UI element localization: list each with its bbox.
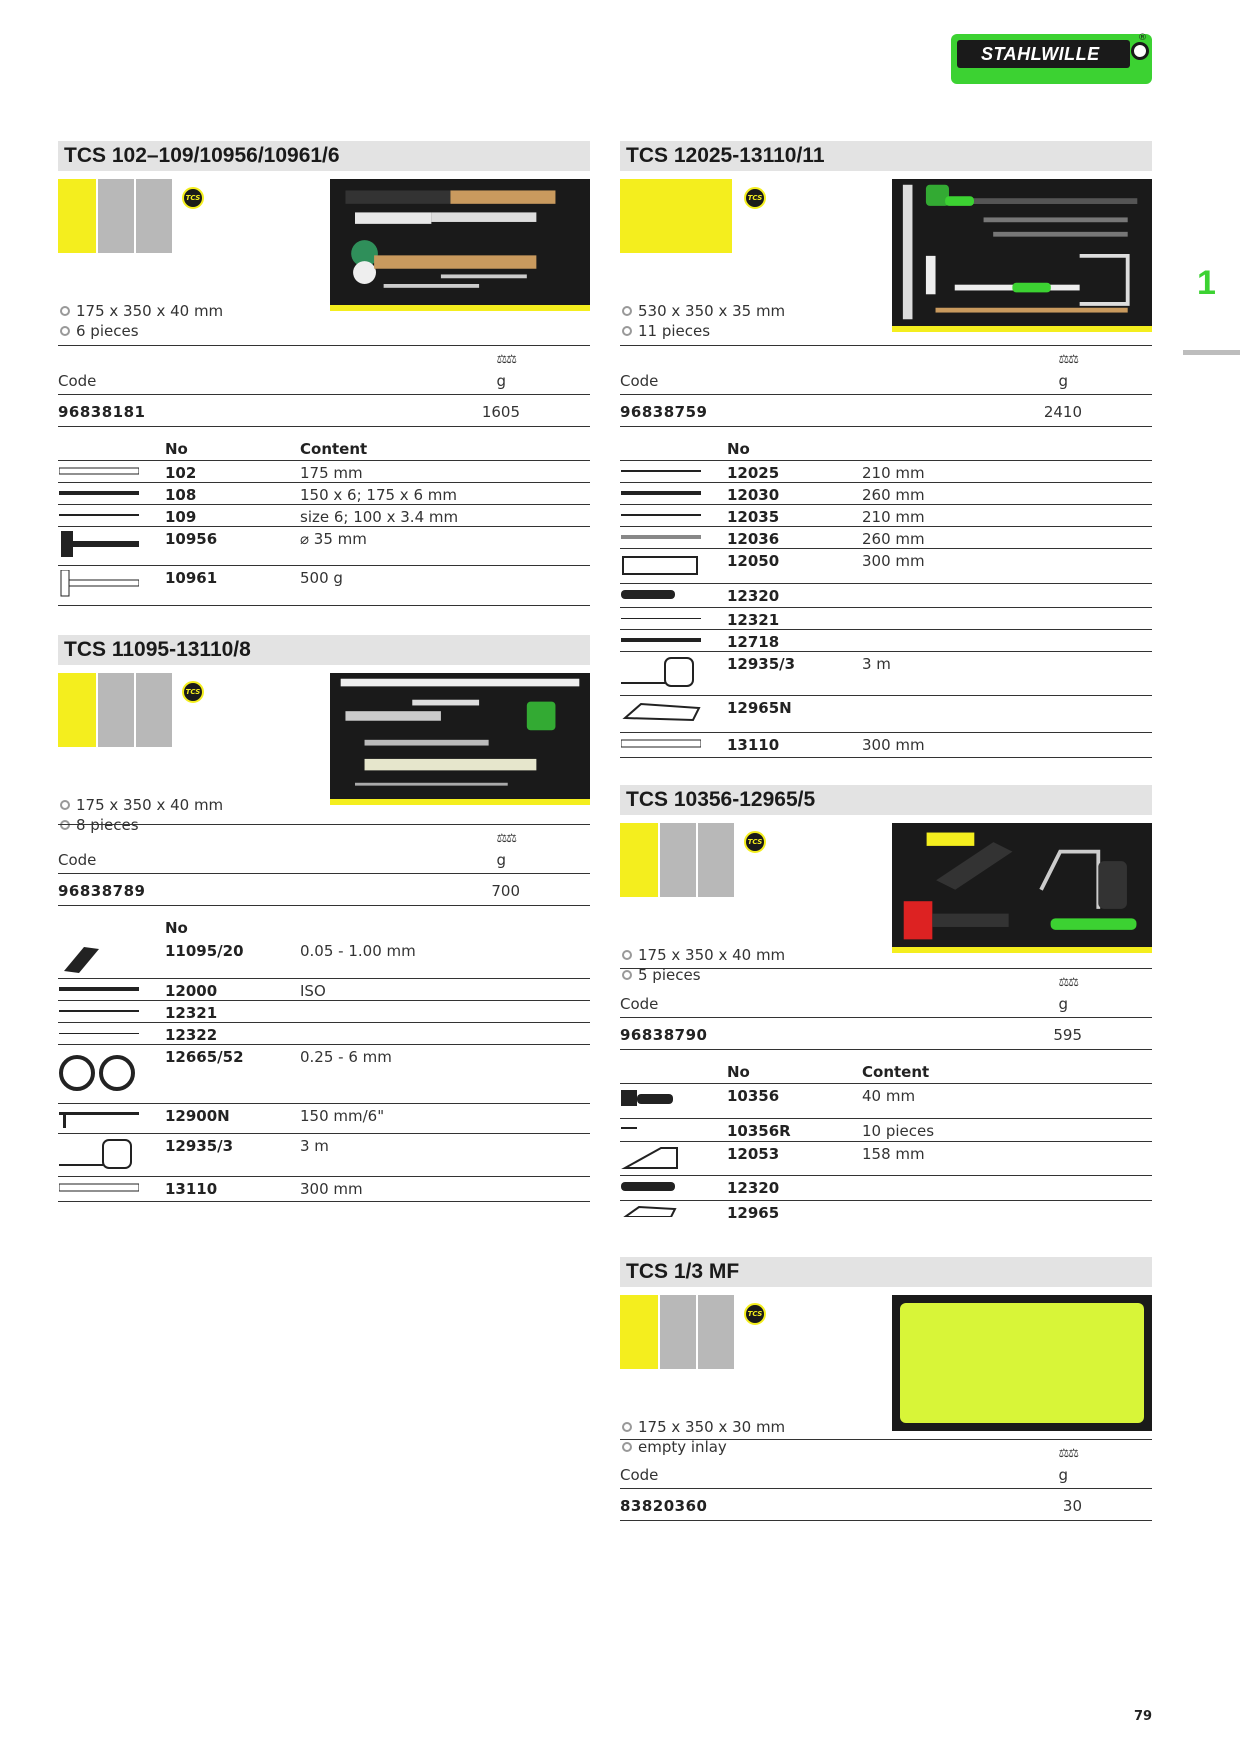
item-number: 12321 — [727, 611, 780, 629]
table-row — [58, 1023, 590, 1045]
caliper-icon — [59, 1108, 139, 1130]
item-content: 150 mm/6" — [300, 1107, 385, 1125]
order-code: 96838790 — [620, 1026, 708, 1044]
size-swatches — [620, 179, 732, 253]
spec-dimensions: 175 x 350 x 30 mm — [638, 1418, 786, 1436]
item-content: 175 mm — [300, 464, 363, 482]
item-content: 3 m — [862, 655, 891, 673]
code-table — [58, 824, 590, 906]
item-content: 40 mm — [862, 1087, 916, 1105]
product-photo — [892, 179, 1152, 332]
ruler-icon — [59, 983, 139, 995]
file-icon — [621, 487, 701, 499]
section-title: TCS 11095-13110/8 — [58, 635, 590, 665]
spec-pieces: 5 pieces — [638, 966, 701, 984]
scriber-icon — [621, 612, 701, 624]
table-row — [58, 1045, 590, 1104]
size-swatches — [620, 823, 734, 897]
file-icon — [621, 509, 701, 521]
weight-value: 595 — [1053, 1026, 1082, 1044]
junior-hacksaw-icon — [621, 1146, 701, 1170]
scriber-icon — [59, 1005, 139, 1017]
section-tcs-12025 — [620, 141, 1152, 754]
item-content: 500 g — [300, 569, 343, 587]
code-table — [620, 345, 1152, 427]
col-no: No — [165, 440, 188, 458]
section-title: TCS 1/3 MF — [620, 1257, 1152, 1287]
table-row — [620, 1142, 1152, 1176]
item-number: 12321 — [165, 1004, 218, 1022]
blade-icon — [621, 1123, 701, 1135]
item-number: 12320 — [727, 1179, 780, 1197]
spec-pieces: 11 pieces — [638, 322, 711, 340]
item-content: 260 mm — [862, 530, 925, 548]
steel-rule-icon — [59, 1181, 139, 1193]
brand-name: STAHLWILLE — [981, 44, 1100, 64]
item-number: 10356 — [727, 1087, 780, 1105]
spec-pieces: 8 pieces — [76, 816, 139, 834]
unit-label: g — [1058, 995, 1068, 1013]
order-code: 96838759 — [620, 403, 708, 421]
knife-icon — [621, 1180, 701, 1192]
code-table — [58, 345, 590, 427]
product-photo — [892, 1295, 1152, 1431]
col-content: Content — [300, 440, 368, 458]
section-tcs-11095 — [58, 635, 590, 1198]
page-number: 79 — [1134, 1709, 1153, 1724]
unit-label: g — [1058, 372, 1068, 390]
table-row — [58, 1001, 590, 1023]
table-row — [58, 483, 590, 505]
steel-rule-icon — [621, 737, 701, 749]
item-number: 13110 — [165, 1180, 218, 1198]
utility-knife-icon — [621, 1205, 701, 1217]
thread-gauge-icon — [59, 1049, 139, 1099]
tcs-badge-icon: TCS — [182, 681, 204, 703]
table-row — [620, 1084, 1152, 1119]
table-row — [58, 527, 590, 566]
item-number: 12035 — [727, 508, 780, 526]
item-content: 0.25 - 6 mm — [300, 1048, 392, 1066]
items-table — [620, 438, 1152, 758]
chisel-icon — [621, 634, 701, 646]
table-row — [58, 1134, 590, 1177]
tcs-badge-icon: TCS — [744, 831, 766, 853]
item-content: 0.05 - 1.00 mm — [300, 942, 416, 960]
item-number: 12320 — [727, 587, 780, 605]
weight-value: 700 — [491, 882, 520, 900]
unit-label: g — [496, 851, 506, 869]
item-content: 300 mm — [300, 1180, 363, 1198]
order-code: 96838181 — [58, 403, 146, 421]
item-number: 12036 — [727, 530, 780, 548]
spec-list — [60, 301, 223, 341]
weight-scale-icon: ⚖⚖ — [1058, 975, 1078, 989]
item-number: 10961 — [165, 569, 218, 587]
item-number: 109 — [165, 508, 197, 526]
table-row — [620, 696, 1152, 733]
gear-icon — [1131, 42, 1149, 60]
weight-value: 2410 — [1043, 403, 1082, 421]
table-row — [58, 979, 590, 1001]
table-row — [620, 1119, 1152, 1142]
product-photo — [892, 823, 1152, 953]
chapter-number: 1 — [1197, 264, 1216, 302]
weight-scale-icon: ⚖⚖ — [496, 352, 516, 366]
weight-scale-icon: ⚖⚖ — [1058, 352, 1078, 366]
product-photo — [330, 673, 590, 805]
weight-scale-icon: ⚖⚖ — [496, 831, 516, 845]
table-row — [620, 549, 1152, 584]
item-number: 10956 — [165, 530, 218, 548]
item-number: 12965N — [727, 699, 792, 717]
order-code: 83820360 — [620, 1497, 708, 1515]
section-title: TCS 102–109/10956/10961/6 — [58, 141, 590, 171]
item-content: ISO — [300, 982, 326, 1000]
items-table — [58, 917, 590, 1202]
code-label: Code — [58, 372, 97, 390]
table-row — [620, 1176, 1152, 1201]
item-content: 300 mm — [862, 552, 925, 570]
table-row — [58, 939, 590, 979]
scriber-icon — [59, 1027, 139, 1039]
item-number: 12965 — [727, 1204, 780, 1222]
item-number: 12000 — [165, 982, 218, 1000]
item-number: 12718 — [727, 633, 780, 651]
spec-pieces: 6 pieces — [76, 322, 139, 340]
table-row — [58, 505, 590, 527]
table-row — [620, 483, 1152, 505]
machinist-hammer-icon — [59, 570, 139, 600]
item-content: 260 mm — [862, 486, 925, 504]
item-number: 12322 — [165, 1026, 218, 1044]
order-code: 96838789 — [58, 882, 146, 900]
unit-label: g — [1058, 1466, 1068, 1484]
table-row — [58, 461, 590, 483]
table-row — [620, 608, 1152, 630]
item-number: 102 — [165, 464, 197, 482]
size-swatches — [58, 673, 172, 747]
table-row — [620, 461, 1152, 483]
size-swatches — [58, 179, 172, 253]
tape-measure-icon — [621, 656, 701, 690]
table-row — [620, 527, 1152, 549]
spec-dimensions: 175 x 350 x 40 mm — [638, 946, 786, 964]
size-swatches — [620, 1295, 734, 1369]
file-icon — [621, 465, 701, 477]
knife-icon — [621, 588, 701, 600]
item-number: 12900N — [165, 1107, 230, 1125]
pin-punch-icon — [59, 509, 139, 521]
flat-chisel-icon — [59, 465, 139, 477]
product-photo — [330, 179, 590, 311]
code-table — [620, 1439, 1152, 1521]
weight-value: 30 — [1062, 1497, 1082, 1515]
table-row — [620, 584, 1152, 608]
hacksaw-icon — [621, 553, 701, 579]
item-number: 12053 — [727, 1145, 780, 1163]
spec-pieces: empty inlay — [638, 1438, 727, 1456]
registered-mark: ® — [1138, 33, 1147, 43]
section-tcs-10356 — [620, 785, 1152, 1222]
item-content: 3 m — [300, 1137, 329, 1155]
tcs-badge-icon: TCS — [182, 187, 204, 209]
item-number: 13110 — [727, 736, 780, 754]
tape-measure-icon — [59, 1138, 139, 1172]
spec-dimensions: 175 x 350 x 40 mm — [76, 302, 224, 320]
code-label: Code — [58, 851, 97, 869]
tcs-badge-icon: TCS — [744, 187, 766, 209]
table-row — [620, 505, 1152, 527]
soft-face-hammer-icon — [59, 531, 139, 561]
brand-logo — [951, 34, 1152, 84]
items-table — [58, 438, 590, 606]
item-content: size 6; 100 x 3.4 mm — [300, 508, 459, 526]
table-row — [58, 1104, 590, 1134]
code-label: Code — [620, 372, 659, 390]
section-title: TCS 10356-12965/5 — [620, 785, 1152, 815]
col-content: Content — [862, 1063, 930, 1081]
item-content: 158 mm — [862, 1145, 925, 1163]
section-tcs-1-3-mf — [620, 1257, 1152, 1515]
spec-dimensions: 175 x 350 x 40 mm — [76, 796, 224, 814]
item-number: 12050 — [727, 552, 780, 570]
utility-knife-icon — [621, 700, 701, 724]
weight-value: 1605 — [481, 403, 520, 421]
item-content: ⌀ 35 mm — [300, 530, 367, 548]
table-row — [58, 566, 590, 606]
item-content: 10 pieces — [862, 1122, 935, 1140]
item-content: 210 mm — [862, 508, 925, 526]
table-row — [620, 630, 1152, 652]
item-number: 10356R — [727, 1122, 791, 1140]
item-content: 300 mm — [862, 736, 925, 754]
item-number: 12025 — [727, 464, 780, 482]
tcs-badge-icon: TCS — [744, 1303, 766, 1325]
table-row — [620, 1201, 1152, 1225]
file-icon — [621, 531, 701, 543]
code-label: Code — [620, 1466, 659, 1484]
item-number: 12030 — [727, 486, 780, 504]
section-tcs-102 — [58, 141, 590, 587]
cross-cut-chisel-icon — [59, 487, 139, 499]
col-no: No — [165, 919, 188, 937]
items-table — [620, 1061, 1152, 1225]
code-table — [620, 968, 1152, 1050]
item-number: 12935/3 — [165, 1137, 234, 1155]
scraper-icon — [621, 1088, 701, 1110]
code-label: Code — [620, 995, 659, 1013]
unit-label: g — [496, 372, 506, 390]
table-row — [620, 652, 1152, 696]
weight-scale-icon: ⚖⚖ — [1058, 1446, 1078, 1460]
chapter-marker — [1183, 350, 1240, 355]
item-content: 150 x 6; 175 x 6 mm — [300, 486, 457, 504]
table-row — [620, 733, 1152, 758]
item-number: 108 — [165, 486, 197, 504]
item-content: 210 mm — [862, 464, 925, 482]
item-number: 12665/52 — [165, 1048, 244, 1066]
item-number: 12935/3 — [727, 655, 796, 673]
spec-list — [622, 301, 785, 341]
spec-dimensions: 530 x 350 x 35 mm — [638, 302, 786, 320]
col-no: No — [727, 440, 750, 458]
feeler-gauge-icon — [59, 943, 139, 973]
table-row — [58, 1177, 590, 1202]
section-title: TCS 12025-13110/11 — [620, 141, 1152, 171]
item-number: 11095/20 — [165, 942, 244, 960]
col-no: No — [727, 1063, 750, 1081]
